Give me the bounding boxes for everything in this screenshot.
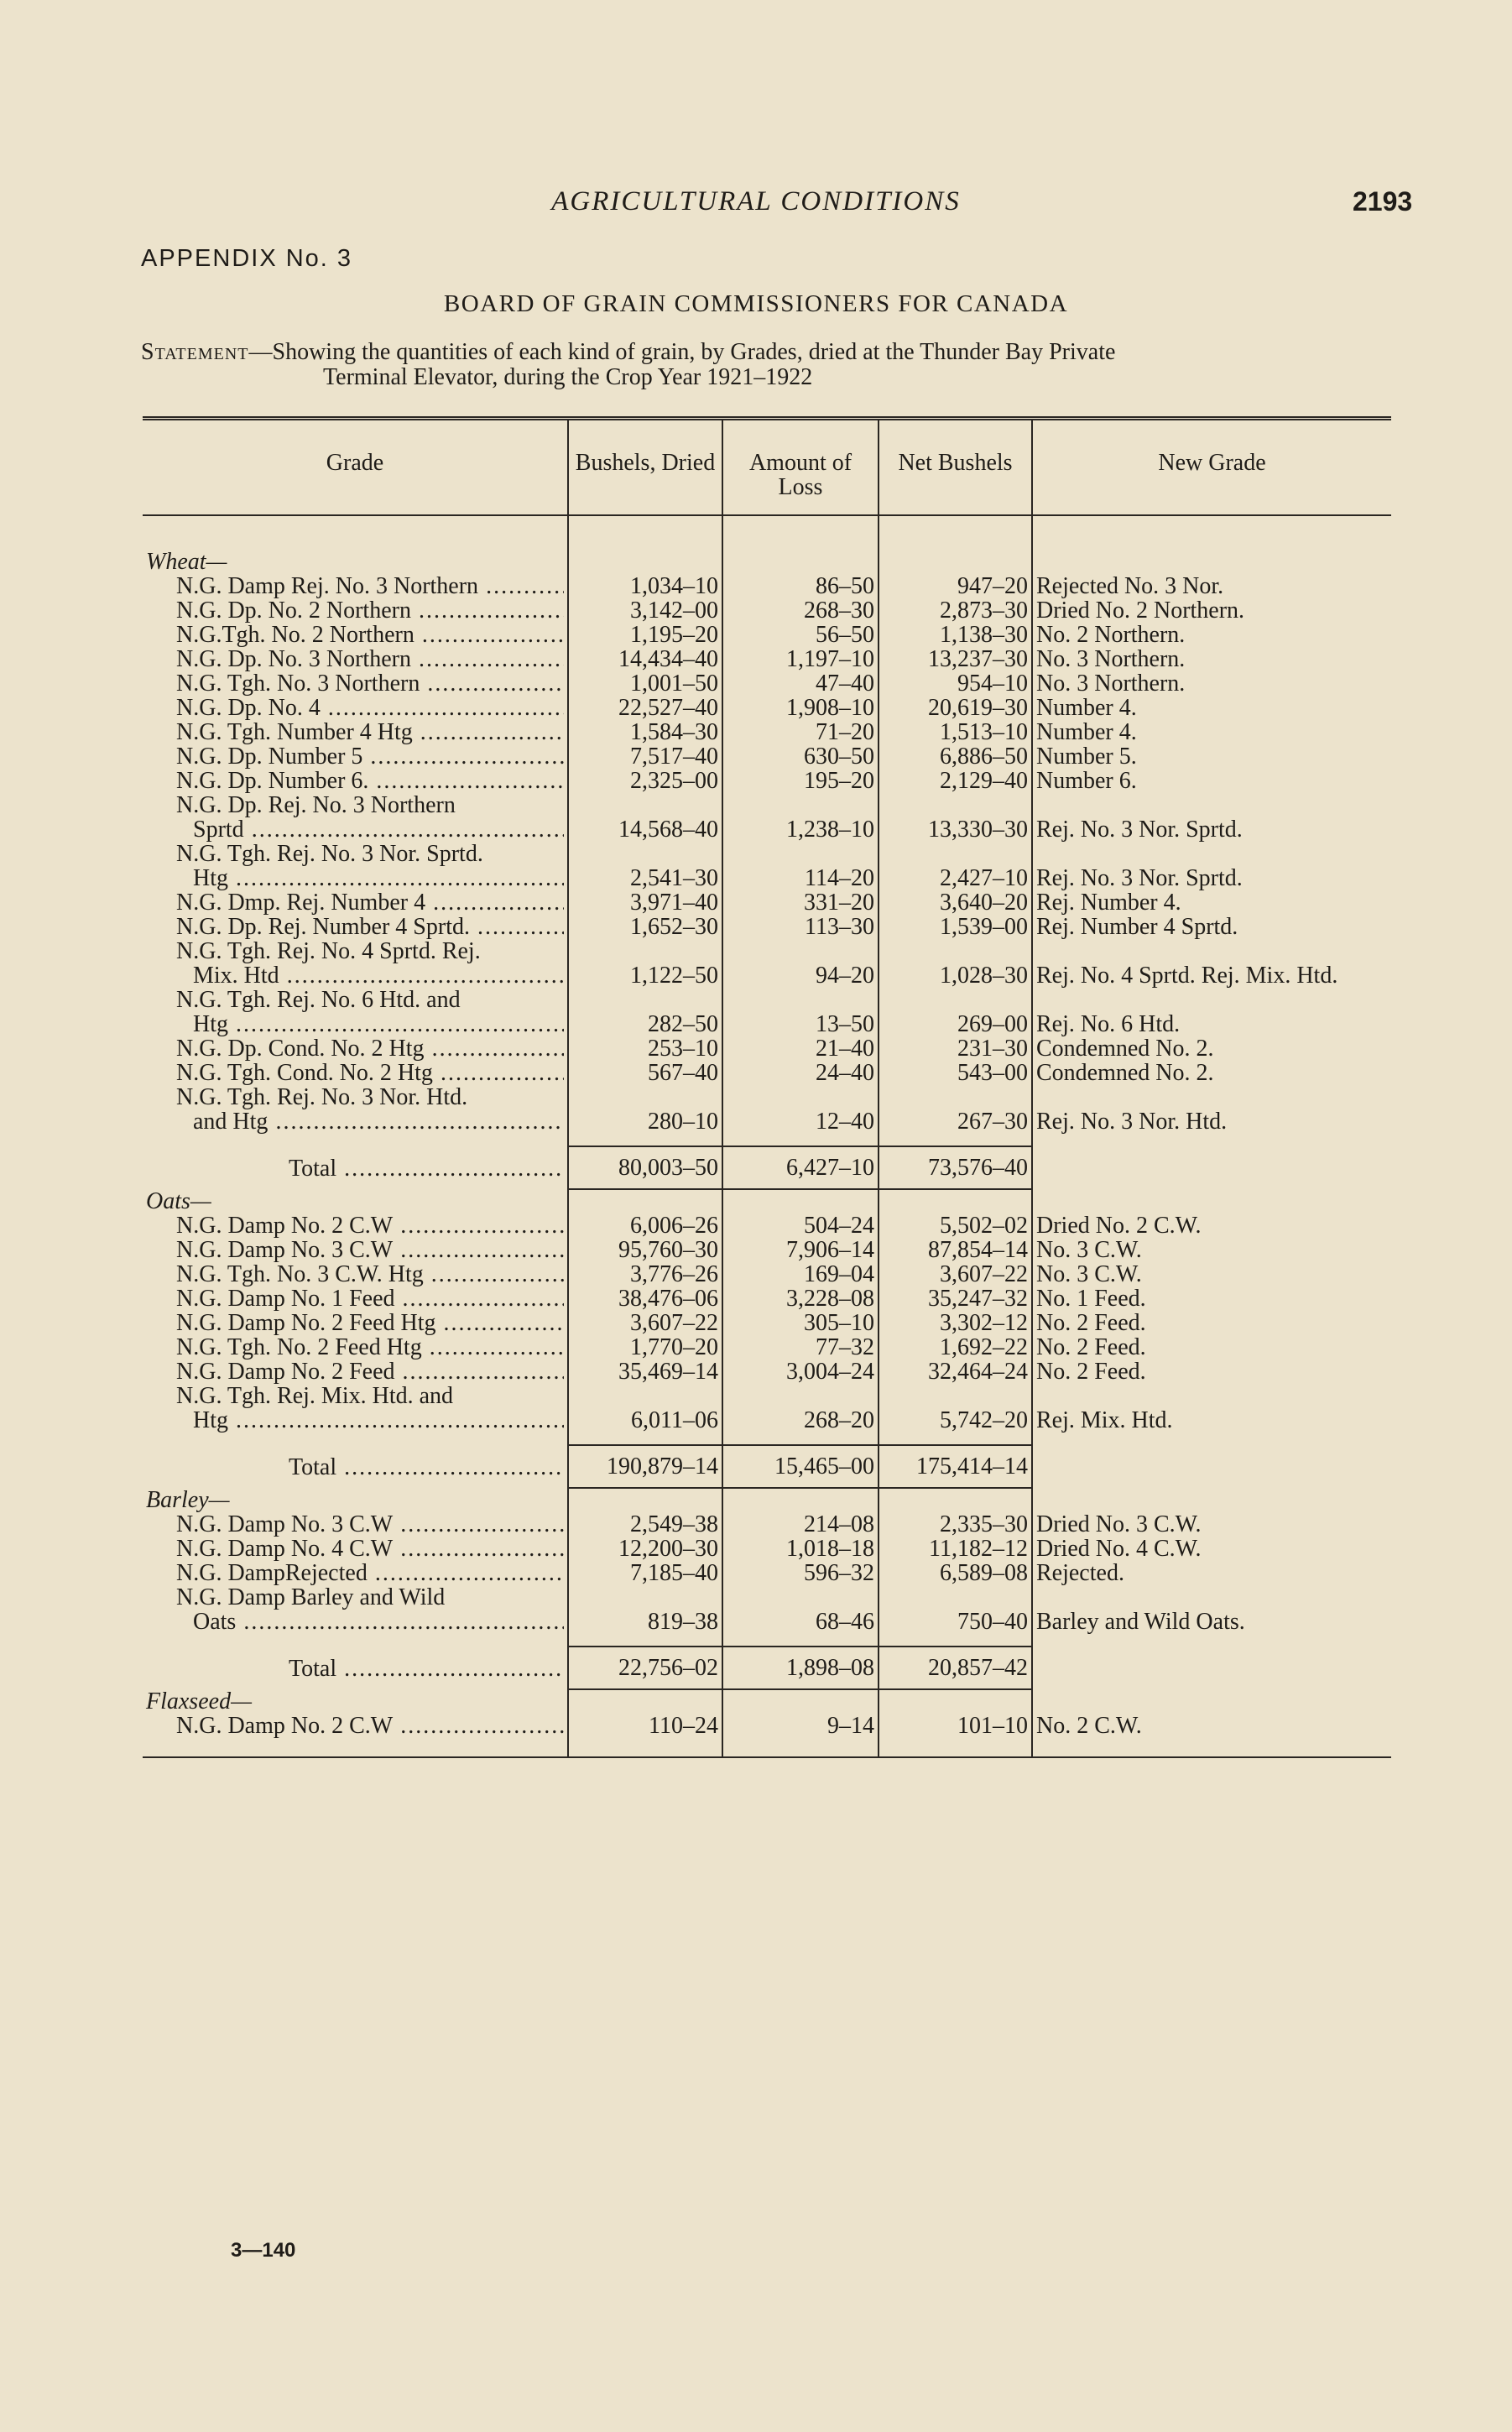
total-amount-of-loss: 1,898–08 [722, 1647, 879, 1689]
col-header-new-grade: New Grade [1032, 419, 1391, 516]
new-grade-cell: Number 5. [1032, 744, 1391, 769]
header-row [143, 419, 1391, 516]
total-label: Total ..... [146, 1657, 564, 1681]
bushels-dried-cell: 819–38 [568, 1585, 722, 1634]
statement-line-1: —Showing the quantities of each kind of grain, by Grades, dried at the Thunder Bay Private [248, 339, 1116, 365]
statement-line-2: Terminal Elevator, during the Crop Year 1921–1922 [323, 364, 813, 390]
grade-text: N.G. Tgh. No. 3 Northern ..... [146, 671, 564, 696]
grade-cell [143, 939, 568, 988]
section-row-barley [143, 1488, 1391, 1512]
amount-of-loss-cell: 630–50 [722, 744, 879, 769]
net-bushels-cell: 1,539–00 [879, 915, 1032, 939]
amount-of-loss-cell: 268–30 [722, 598, 879, 623]
total-net-bushels: 73,576–40 [879, 1146, 1032, 1189]
grade-text: N.G. Dp. No. 2 Northern ..... [146, 598, 564, 623]
table-row [143, 647, 1391, 671]
bushels-dried-cell: 22,527–40 [568, 696, 722, 720]
new-grade-cell: Rejected No. 3 Nor. [1032, 574, 1391, 598]
net-bushels-cell: 32,464–24 [879, 1360, 1032, 1384]
amount-of-loss-cell: 1,018–18 [722, 1537, 879, 1561]
table-row [143, 720, 1391, 744]
section-label: Barley— [146, 1487, 230, 1513]
bushels-dried-cell: 6,006–26 [568, 1213, 722, 1238]
total-bushels-dried: 22,756–02 [568, 1647, 722, 1689]
new-grade-cell: No. 3 Northern. [1032, 671, 1391, 696]
bushels-dried-cell: 3,971–40 [568, 890, 722, 915]
total-label: Total ..... [146, 1455, 564, 1480]
net-bushels-cell: 3,607–22 [879, 1262, 1032, 1286]
amount-of-loss-cell: 169–04 [722, 1262, 879, 1286]
total-amount-of-loss: 6,427–10 [722, 1146, 879, 1189]
bushels-dried-cell: 35,469–14 [568, 1360, 722, 1384]
amount-of-loss-cell: 596–32 [722, 1561, 879, 1585]
grade-text: N.G. Tgh. No. 3 C.W. Htg ..... [146, 1262, 564, 1286]
grade-text: N.G. DampRejected ..... [146, 1561, 564, 1585]
section-row-oats [143, 1189, 1391, 1213]
net-bushels-cell: 3,302–12 [879, 1311, 1032, 1335]
net-bushels-cell: 3,640–20 [879, 890, 1032, 915]
table-row [143, 1561, 1391, 1585]
table-row [143, 915, 1391, 939]
total-bushels-dried: 190,879–14 [568, 1445, 722, 1488]
amount-of-loss-cell: 21–40 [722, 1036, 879, 1061]
grade-cell [143, 1286, 568, 1311]
table-row [143, 988, 1391, 1036]
grade-cell [143, 1085, 568, 1134]
net-bushels-cell: 269–00 [879, 988, 1032, 1036]
new-grade-cell: Rej. No. 6 Htd. [1032, 988, 1391, 1036]
col-header-grade: Grade [143, 419, 568, 516]
grade-cell [143, 1335, 568, 1360]
new-grade-cell: Dried No. 3 C.W. [1032, 1512, 1391, 1537]
new-grade-cell: Condemned No. 2. [1032, 1061, 1391, 1085]
grade-text: N.G. Tgh. Rej. No. 3 Nor. Htd. [176, 1084, 468, 1110]
amount-of-loss-cell: 268–20 [722, 1384, 879, 1433]
grade-text-continued: Htg ..... [146, 1012, 564, 1036]
grade-text: N.G. Damp No. 1 Feed ..... [146, 1286, 564, 1311]
table-row [143, 1384, 1391, 1433]
total-row-oats [143, 1445, 1391, 1488]
table-row [143, 1238, 1391, 1262]
col-header-net-bushels: Net Bushels [879, 419, 1032, 516]
new-grade-cell: Number 4. [1032, 696, 1391, 720]
table-row [143, 1311, 1391, 1335]
new-grade-cell: Number 4. [1032, 720, 1391, 744]
grade-cell [143, 574, 568, 598]
new-grade-cell: No. 2 C.W. [1032, 1714, 1391, 1738]
new-grade-cell: No. 3 Northern. [1032, 647, 1391, 671]
grade-text: N.G. Damp No. 4 C.W ..... [146, 1537, 564, 1561]
amount-of-loss-cell: 12–40 [722, 1085, 879, 1134]
spacer-row [143, 1634, 1391, 1647]
grade-text: N.G. Damp No. 2 Feed Htg ..... [146, 1311, 564, 1335]
new-grade-cell: Dried No. 4 C.W. [1032, 1537, 1391, 1561]
grade-cell [143, 720, 568, 744]
amount-of-loss-cell: 77–32 [722, 1335, 879, 1360]
total-bushels-dried: 80,003–50 [568, 1146, 722, 1189]
grade-text-continued: and Htg ..... [146, 1109, 564, 1134]
bushels-dried-cell: 3,776–26 [568, 1262, 722, 1286]
grade-cell [143, 1512, 568, 1537]
bushels-dried-cell: 1,122–50 [568, 939, 722, 988]
grade-text-continued: Htg ..... [146, 1408, 564, 1433]
amount-of-loss-cell: 114–20 [722, 842, 879, 890]
table-row [143, 1512, 1391, 1537]
spacer-row [143, 1433, 1391, 1445]
grade-cell [143, 1061, 568, 1085]
grade-text: N.G. Tgh. No. 2 Feed Htg ..... [146, 1335, 564, 1360]
bushels-dried-cell: 282–50 [568, 988, 722, 1036]
bushels-dried-cell: 1,195–20 [568, 623, 722, 647]
amount-of-loss-cell: 13–50 [722, 988, 879, 1036]
bushels-dried-cell: 253–10 [568, 1036, 722, 1061]
grade-text: N.G. Dp. Cond. No. 2 Htg ..... [146, 1036, 564, 1061]
net-bushels-cell: 13,237–30 [879, 647, 1032, 671]
bushels-dried-cell: 3,607–22 [568, 1311, 722, 1335]
grade-text: N.G. Dmp. Rej. Number 4 ..... [146, 890, 564, 915]
bushels-dried-cell: 95,760–30 [568, 1238, 722, 1262]
grade-cell [143, 988, 568, 1036]
grade-text: N.G. Dp. No. 3 Northern ..... [146, 647, 564, 671]
grade-text: N.G. Damp No. 2 Feed ..... [146, 1360, 564, 1384]
grade-cell [143, 842, 568, 890]
grade-cell [143, 1585, 568, 1634]
net-bushels-cell: 1,028–30 [879, 939, 1032, 988]
table-row [143, 1213, 1391, 1238]
table-row [143, 1335, 1391, 1360]
amount-of-loss-cell: 1,197–10 [722, 647, 879, 671]
bushels-dried-cell: 1,652–30 [568, 915, 722, 939]
net-bushels-cell: 1,513–10 [879, 720, 1032, 744]
grade-text-continued: Htg ..... [146, 866, 564, 890]
amount-of-loss-cell: 68–46 [722, 1585, 879, 1634]
net-bushels-cell: 6,589–08 [879, 1561, 1032, 1585]
net-bushels-cell: 20,619–30 [879, 696, 1032, 720]
grade-cell [143, 1036, 568, 1061]
amount-of-loss-cell: 3,228–08 [722, 1286, 879, 1311]
amount-of-loss-cell: 94–20 [722, 939, 879, 988]
grade-cell [143, 890, 568, 915]
bushels-dried-cell: 7,185–40 [568, 1561, 722, 1585]
table-row [143, 890, 1391, 915]
grade-text-continued: Sprtd ..... [146, 817, 564, 842]
grade-text: N.G. Tgh. Number 4 Htg ..... [146, 720, 564, 744]
bushels-dried-cell: 110–24 [568, 1714, 722, 1738]
table-row [143, 1286, 1391, 1311]
net-bushels-cell: 2,873–30 [879, 598, 1032, 623]
net-bushels-cell: 1,692–22 [879, 1335, 1032, 1360]
bushels-dried-cell: 6,011–06 [568, 1384, 722, 1433]
amount-of-loss-cell: 504–24 [722, 1213, 879, 1238]
new-grade-cell: Rej. No. 3 Nor. Sprtd. [1032, 842, 1391, 890]
bushels-dried-cell: 1,770–20 [568, 1335, 722, 1360]
table-row [143, 696, 1391, 720]
grade-cell [143, 598, 568, 623]
table-row [143, 598, 1391, 623]
grade-text: N.G. Tgh. Rej. No. 6 Htd. and [176, 987, 461, 1013]
statement-lead: Statement [141, 339, 249, 365]
amount-of-loss-cell: 305–10 [722, 1311, 879, 1335]
appendix-label: APPENDIX No. 3 [141, 245, 353, 272]
amount-of-loss-cell: 71–20 [722, 720, 879, 744]
grade-cell [143, 1537, 568, 1561]
net-bushels-cell: 6,886–50 [879, 744, 1032, 769]
grade-cell [143, 1262, 568, 1286]
section-label: Flaxseed— [146, 1688, 252, 1714]
net-bushels-cell: 947–20 [879, 574, 1032, 598]
bushels-dried-cell: 12,200–30 [568, 1537, 722, 1561]
new-grade-cell: Dried No. 2 C.W. [1032, 1213, 1391, 1238]
section-row-flaxseed [143, 1689, 1391, 1714]
total-label-cell [143, 1445, 568, 1488]
new-grade-cell: Dried No. 2 Northern. [1032, 598, 1391, 623]
amount-of-loss-cell: 86–50 [722, 574, 879, 598]
grade-cell [143, 1311, 568, 1335]
grade-cell [143, 647, 568, 671]
net-bushels-cell: 954–10 [879, 671, 1032, 696]
net-bushels-cell: 13,330–30 [879, 793, 1032, 842]
grade-cell [143, 1360, 568, 1384]
new-grade-cell: Rej. No. 3 Nor. Htd. [1032, 1085, 1391, 1134]
grade-cell [143, 915, 568, 939]
board-title: BOARD OF GRAIN COMMISSIONERS FOR CANADA [443, 290, 1069, 317]
table-row [143, 939, 1391, 988]
table-row [143, 842, 1391, 890]
bushels-dried-cell: 7,517–40 [568, 744, 722, 769]
total-net-bushels: 175,414–14 [879, 1445, 1032, 1488]
net-bushels-cell: 750–40 [879, 1585, 1032, 1634]
total-label-cell [143, 1146, 568, 1189]
bushels-dried-cell: 567–40 [568, 1061, 722, 1085]
bushels-dried-cell: 3,142–00 [568, 598, 722, 623]
new-grade-cell: Rej. No. 4 Sprtd. Rej. Mix. Htd. [1032, 939, 1391, 988]
new-grade-cell: No. 1 Feed. [1032, 1286, 1391, 1311]
new-grade-cell: No. 2 Feed. [1032, 1311, 1391, 1335]
net-bushels-cell: 5,502–02 [879, 1213, 1032, 1238]
grade-cell [143, 623, 568, 647]
total-label-cell [143, 1647, 568, 1689]
table-row [143, 1585, 1391, 1634]
net-bushels-cell: 1,138–30 [879, 623, 1032, 647]
grade-cell [143, 1213, 568, 1238]
grade-cell [143, 671, 568, 696]
grade-cell [143, 1714, 568, 1738]
net-bushels-cell: 5,742–20 [879, 1384, 1032, 1433]
net-bushels-cell: 543–00 [879, 1061, 1032, 1085]
net-bushels-cell: 2,335–30 [879, 1512, 1032, 1537]
net-bushels-cell: 231–30 [879, 1036, 1032, 1061]
footer-signature: 3—140 [231, 2239, 296, 2262]
amount-of-loss-cell: 1,238–10 [722, 793, 879, 842]
grade-text: N.G. Damp No. 2 C.W ..... [146, 1714, 564, 1738]
new-grade-cell: Rej. Number 4 Sprtd. [1032, 915, 1391, 939]
grade-text: N.G. Damp Rej. No. 3 Northern ..... [146, 574, 564, 598]
bushels-dried-cell: 2,325–00 [568, 769, 722, 793]
total-net-bushels: 20,857–42 [879, 1647, 1032, 1689]
amount-of-loss-cell: 3,004–24 [722, 1360, 879, 1384]
table-row [143, 623, 1391, 647]
amount-of-loss-cell: 24–40 [722, 1061, 879, 1085]
col-header-bushels-dried: Bushels, Dried [568, 419, 722, 516]
grade-text: N.G. Dp. Rej. Number 4 Sprtd. ..... [146, 915, 564, 939]
table-row [143, 671, 1391, 696]
grain-table [143, 416, 1391, 1758]
amount-of-loss-cell: 56–50 [722, 623, 879, 647]
section-label: Oats— [146, 1188, 211, 1214]
new-grade-cell: Rejected. [1032, 1561, 1391, 1585]
grade-cell [143, 793, 568, 842]
grade-text: N.G. Tgh. Rej. Mix. Htd. and [176, 1383, 454, 1409]
total-row-barley [143, 1647, 1391, 1689]
net-bushels-cell: 87,854–14 [879, 1238, 1032, 1262]
grade-cell [143, 1238, 568, 1262]
table-row [143, 1360, 1391, 1384]
bushels-dried-cell: 2,549–38 [568, 1512, 722, 1537]
new-grade-cell: Number 6. [1032, 769, 1391, 793]
bushels-dried-cell: 1,001–50 [568, 671, 722, 696]
bushels-dried-cell: 14,568–40 [568, 793, 722, 842]
grade-text: N.G.Tgh. No. 2 Northern ..... [146, 623, 564, 647]
grade-text: N.G. Tgh. Cond. No. 2 Htg ..... [146, 1061, 564, 1085]
page-number: 2193 [1353, 186, 1413, 217]
running-head: AGRICULTURAL CONDITIONS [551, 186, 961, 217]
new-grade-cell: Barley and Wild Oats. [1032, 1585, 1391, 1634]
net-bushels-cell: 35,247–32 [879, 1286, 1032, 1311]
grade-cell [143, 769, 568, 793]
grade-cell [143, 696, 568, 720]
grade-text: N.G. Tgh. Rej. No. 4 Sprtd. Rej. [176, 938, 481, 964]
table-row [143, 1085, 1391, 1134]
amount-of-loss-cell: 7,906–14 [722, 1238, 879, 1262]
bushels-dried-cell: 1,584–30 [568, 720, 722, 744]
grain-table-body [143, 515, 1391, 1757]
new-grade-cell: Condemned No. 2. [1032, 1036, 1391, 1061]
grade-text-continued: Oats ..... [146, 1610, 564, 1634]
section-row-wheat [143, 515, 1391, 574]
grade-cell [143, 1561, 568, 1585]
grade-text: N.G. Tgh. Rej. No. 3 Nor. Sprtd. [176, 841, 483, 867]
net-bushels-cell: 2,427–10 [879, 842, 1032, 890]
table-row [143, 1262, 1391, 1286]
col-header-amount-of-loss: Amount of Loss [722, 419, 879, 516]
grade-text: N.G. Dp. Number 6. ..... [146, 769, 564, 793]
bushels-dried-cell: 1,034–10 [568, 574, 722, 598]
grade-text: N.G. Damp No. 3 C.W ..... [146, 1238, 564, 1262]
amount-of-loss-cell: 214–08 [722, 1512, 879, 1537]
table-row [143, 1061, 1391, 1085]
table-row [143, 1537, 1391, 1561]
table-row [143, 769, 1391, 793]
total-row-wheat [143, 1146, 1391, 1189]
grade-cell [143, 744, 568, 769]
amount-of-loss-cell: 47–40 [722, 671, 879, 696]
amount-of-loss-cell: 113–30 [722, 915, 879, 939]
amount-of-loss-cell: 1,908–10 [722, 696, 879, 720]
bushels-dried-cell: 280–10 [568, 1085, 722, 1134]
amount-of-loss-cell: 9–14 [722, 1714, 879, 1738]
new-grade-cell: No. 2 Feed. [1032, 1335, 1391, 1360]
section-label: Wheat— [146, 549, 227, 575]
grade-text-continued: Mix. Htd ..... [146, 963, 564, 988]
table-row [143, 574, 1391, 598]
amount-of-loss-cell: 331–20 [722, 890, 879, 915]
spacer-row [143, 1738, 1391, 1757]
total-amount-of-loss: 15,465–00 [722, 1445, 879, 1488]
grade-text: N.G. Dp. Number 5 ..... [146, 744, 564, 769]
bushels-dried-cell: 2,541–30 [568, 842, 722, 890]
net-bushels-cell: 267–30 [879, 1085, 1032, 1134]
new-grade-cell: Rej. Mix. Htd. [1032, 1384, 1391, 1433]
new-grade-cell: Rej. Number 4. [1032, 890, 1391, 915]
grade-text: N.G. Damp Barley and Wild [176, 1584, 446, 1610]
grade-text: N.G. Dp. Rej. No. 3 Northern [176, 792, 456, 818]
bushels-dried-cell: 14,434–40 [568, 647, 722, 671]
table-row [143, 793, 1391, 842]
new-grade-cell: No. 3 C.W. [1032, 1262, 1391, 1286]
table-row [143, 1036, 1391, 1061]
grade-text: N.G. Dp. No. 4 ..... [146, 696, 564, 720]
bushels-dried-cell: 38,476–06 [568, 1286, 722, 1311]
table-row [143, 1714, 1391, 1738]
net-bushels-cell: 101–10 [879, 1714, 1032, 1738]
new-grade-cell: Rej. No. 3 Nor. Sprtd. [1032, 793, 1391, 842]
new-grade-cell: No. 2 Northern. [1032, 623, 1391, 647]
net-bushels-cell: 11,182–12 [879, 1537, 1032, 1561]
spacer-row [143, 1134, 1391, 1146]
grade-text: N.G. Damp No. 3 C.W ..... [146, 1512, 564, 1537]
new-grade-cell: No. 3 C.W. [1032, 1238, 1391, 1262]
total-label: Total ..... [146, 1156, 564, 1181]
net-bushels-cell: 2,129–40 [879, 769, 1032, 793]
table-row [143, 744, 1391, 769]
amount-of-loss-cell: 195–20 [722, 769, 879, 793]
grade-cell [143, 1384, 568, 1433]
statement-caption [141, 340, 1391, 390]
grade-text: N.G. Damp No. 2 C.W ..... [146, 1213, 564, 1238]
new-grade-cell: No. 2 Feed. [1032, 1360, 1391, 1384]
